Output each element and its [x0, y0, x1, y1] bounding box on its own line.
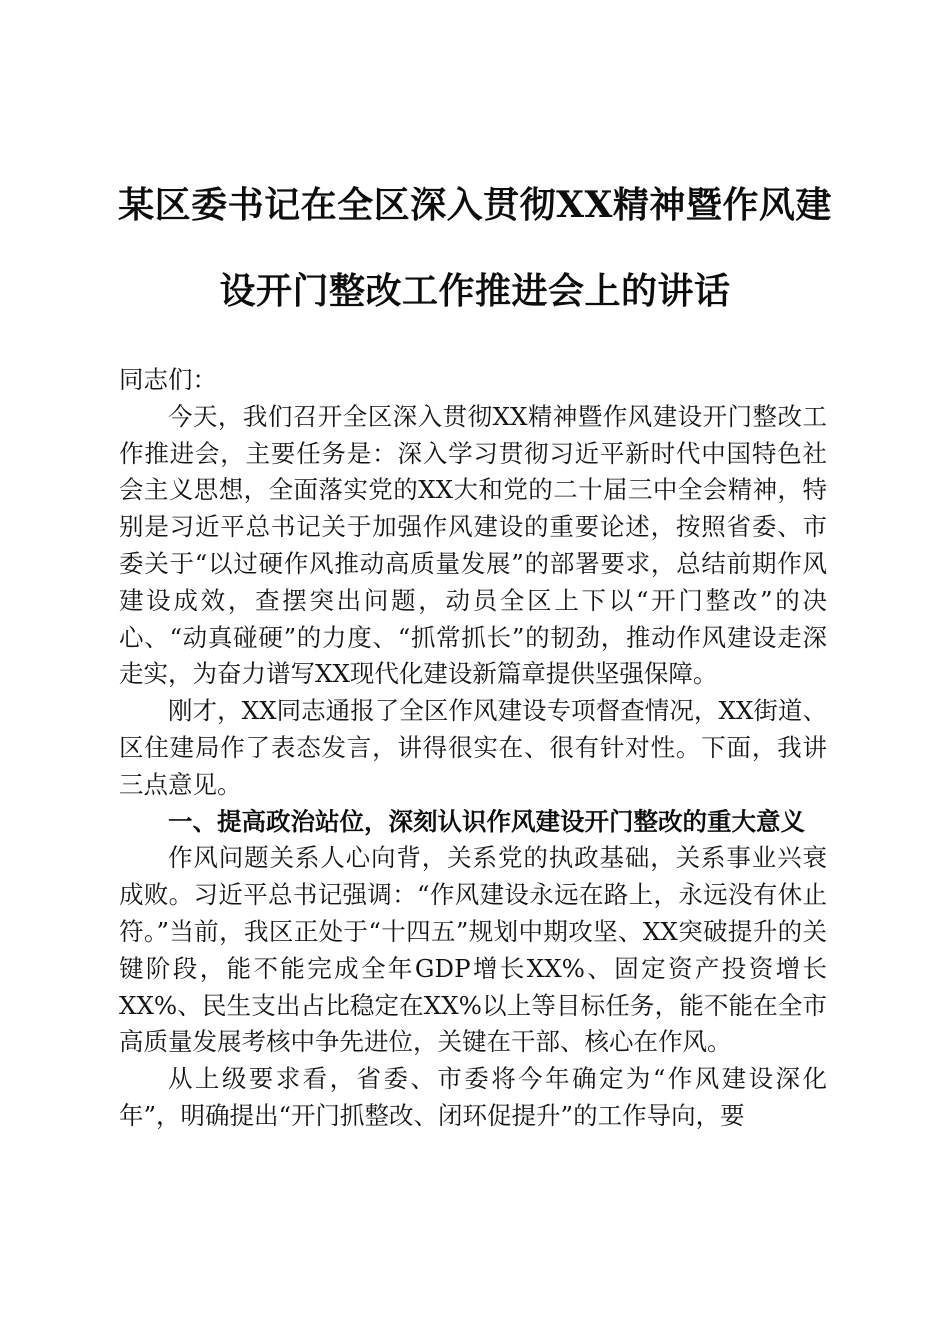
- title-line-2: 设开门整改工作推进会上的讲话: [219, 270, 731, 312]
- document-title: [110, 162, 840, 334]
- title-line-1: 某区委书记在全区深入贯彻XX精神暨作风建: [118, 184, 832, 226]
- paragraph-section1-1: 作风问题关系人心向背，关系党的执政基础，关系事业兴衰成败。习近平总书记强调：“作风建设永远在路上，永远没有休止符。”当前，我区正处于“十四五”规划中期攻坚、XX突破提升的关键阶段，能不能完成全年GDP增长XX%、固定资产投资增长XX%、民生支出占比稳定在XX%以上等目标任务，能不能在全市高质量发展考核中争先进位，关键在干部、核心在作风。: [119, 843, 827, 1057]
- section-heading-1: 一、提高政治站位，深刻认识作风建设开门整改的重大意义: [168, 806, 805, 836]
- document-body: [119, 362, 827, 1135]
- paragraph-agenda: 刚才，XX同志通报了全区作风建设专项督查情况，XX街道、区住建局作了表态发言，讲得很实在、很有针对性。下面，我讲三点意见。: [119, 696, 827, 799]
- greeting: 同志们：: [119, 365, 217, 394]
- paragraph-section1-2: 从上级要求看，省委、市委将今年确定为“作风建设深化年”，明确提出“开门抓整改、闭环促提升”的工作导向，要: [119, 1064, 827, 1130]
- paragraph-opening: 今天，我们召开全区深入贯彻XX精神暨作风建设开门整改工作推进会，主要任务是：深入学习贯彻习近平新时代中国特色社会主义思想，全面落实党的XX大和党的二十届三中全会精神，特别是习近平总书记关于加强作风建设的重要论述，按照省委、市委关于“以过硬作风推动高质量发展”的部署要求，总结前期作风建设成效，查摆突出问题，动员全区上下以“开门整改”的决心、“动真碰硬”的力度、“抓常抓长”的韧劲，推动作风建设走深走实，为奋力谱写XX现代化建设新篇章提供坚强保障。: [119, 401, 827, 689]
